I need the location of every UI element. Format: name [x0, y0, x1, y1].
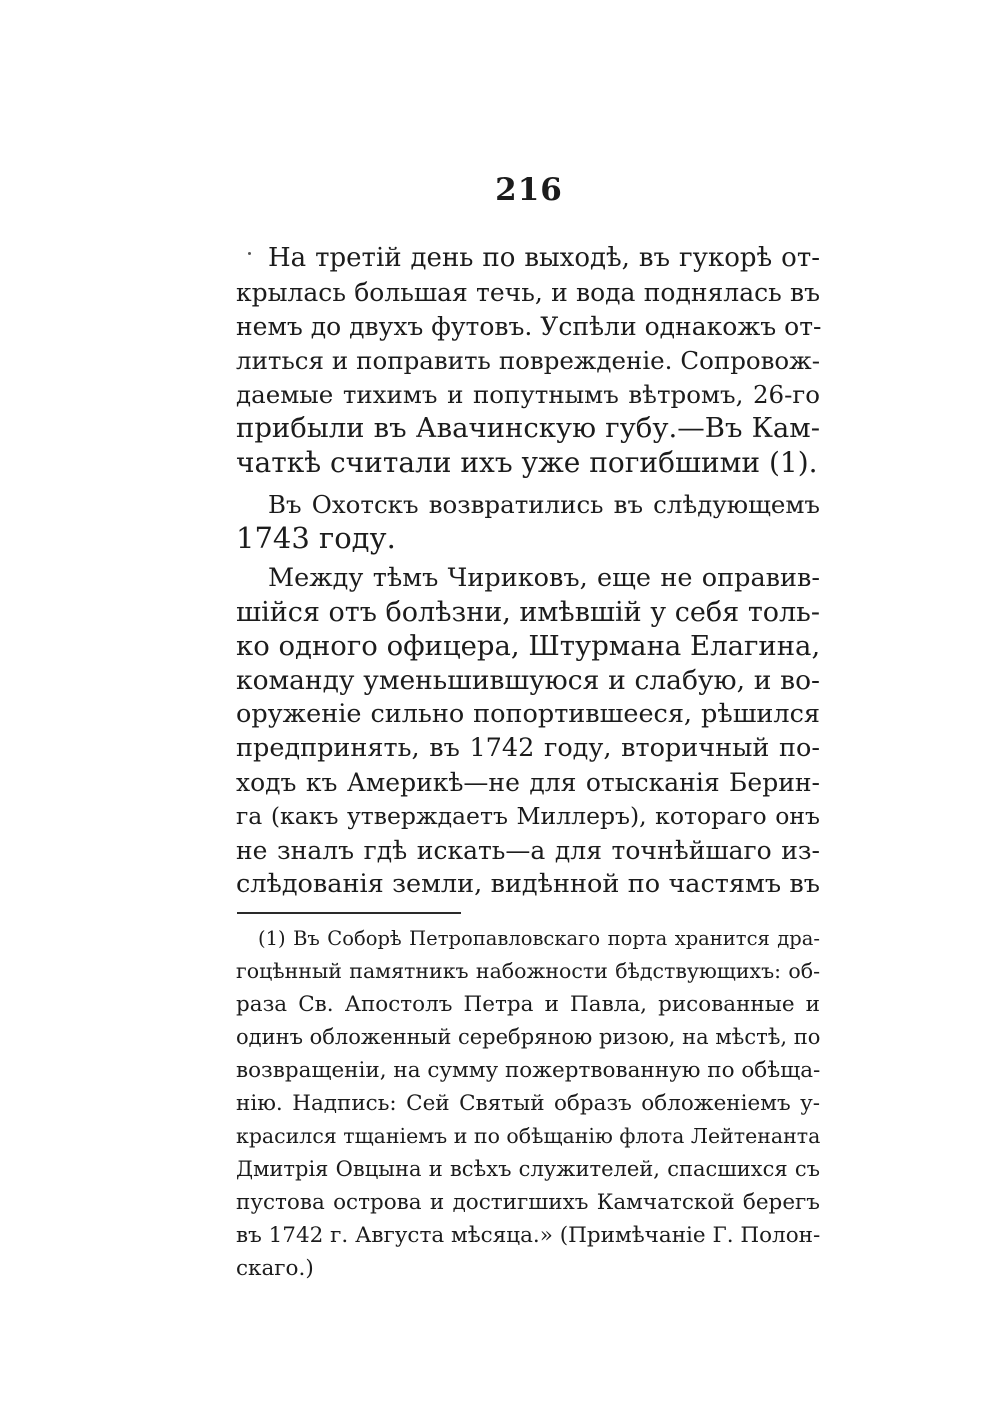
footnote-line: одинъ обложенный серебряною ризою, на мѣстѣ, по [236, 1025, 821, 1049]
body-line: команду уменьшившуюся и слабую, и во- [236, 665, 820, 696]
footnote-line: Дмитрія Овцына и всѣхъ служителей, спасшихся съ [236, 1157, 820, 1181]
body-line: даемые тихимъ и попутнымъ вѣтромъ, 26-го [236, 380, 820, 409]
body-line: шійся отъ болѣзни, имѣвшій у себя толь- [236, 597, 820, 628]
body-line: литься и поправить поврежденіе. Сопровож- [236, 346, 820, 375]
body-line: 1743 году. [236, 521, 396, 555]
body-line: га (какъ утверждаетъ Миллеръ), котораго онъ [236, 802, 820, 830]
body-line: ходъ къ Америкѣ—не для отысканія Берин- [236, 768, 820, 797]
footnote-line: раза Св. Апостолъ Петра и Павла, рисованные и [236, 992, 820, 1017]
body-line: крылась большая течь, и вода поднялась въ [236, 278, 820, 307]
footnote-line: (1) Въ Соборѣ Петропавловскаго порта хранится дра- [258, 927, 820, 950]
body-line: Въ Охотскъ возвратились въ слѣдующемъ [268, 490, 820, 519]
body-line: предпринять, въ 1742 году, вторичный по- [236, 733, 820, 763]
body-line: Между тѣмъ Чириковъ, еще не оправив- [268, 563, 820, 593]
body-line: слѣдованія земли, видѣнной по частямъ въ [236, 869, 820, 899]
page-number: 216 [495, 172, 563, 208]
body-line: оруженіе сильно попортившееся, рѣшился [236, 699, 820, 729]
footnote-line: нію. Надпись: Сей Святый образъ обложеніемъ у- [236, 1091, 820, 1116]
footnote-line: красился тщаніемъ и по обѣщанію флота Лейтенанта [236, 1124, 821, 1148]
body-line: чаткѣ считали ихъ уже погибшими (1). [236, 446, 818, 479]
body-line: немъ до двухъ футовъ. Успѣли однакожъ от- [236, 312, 822, 341]
footnote-line: гоцѣнный памятникъ набожности бѣдствующихъ: об- [236, 959, 820, 983]
body-line: прибыли въ Авачинскую губу.—Въ Кам- [236, 412, 820, 444]
footnote-line: возвращеніи, на сумму пожертвованную по обѣща- [236, 1058, 821, 1083]
body-line: На третій день по выходѣ, въ гукорѣ от- [268, 243, 820, 273]
body-line: не зналъ гдѣ искать—а для точнѣйшаго из- [236, 836, 820, 865]
footnote-line: пустова острова и достигшихъ Камчатской берегъ [236, 1190, 820, 1215]
footnote-divider [237, 912, 461, 914]
body-line: ко одного офицера, Штурмана Елагина, [236, 630, 821, 662]
footnote-line: скаго.) [236, 1256, 314, 1281]
footnote-line: въ 1742 г. Августа мѣсяца.» (Примѣчаніе Г. Полон- [236, 1223, 821, 1248]
stray-ink-mark [248, 252, 251, 255]
